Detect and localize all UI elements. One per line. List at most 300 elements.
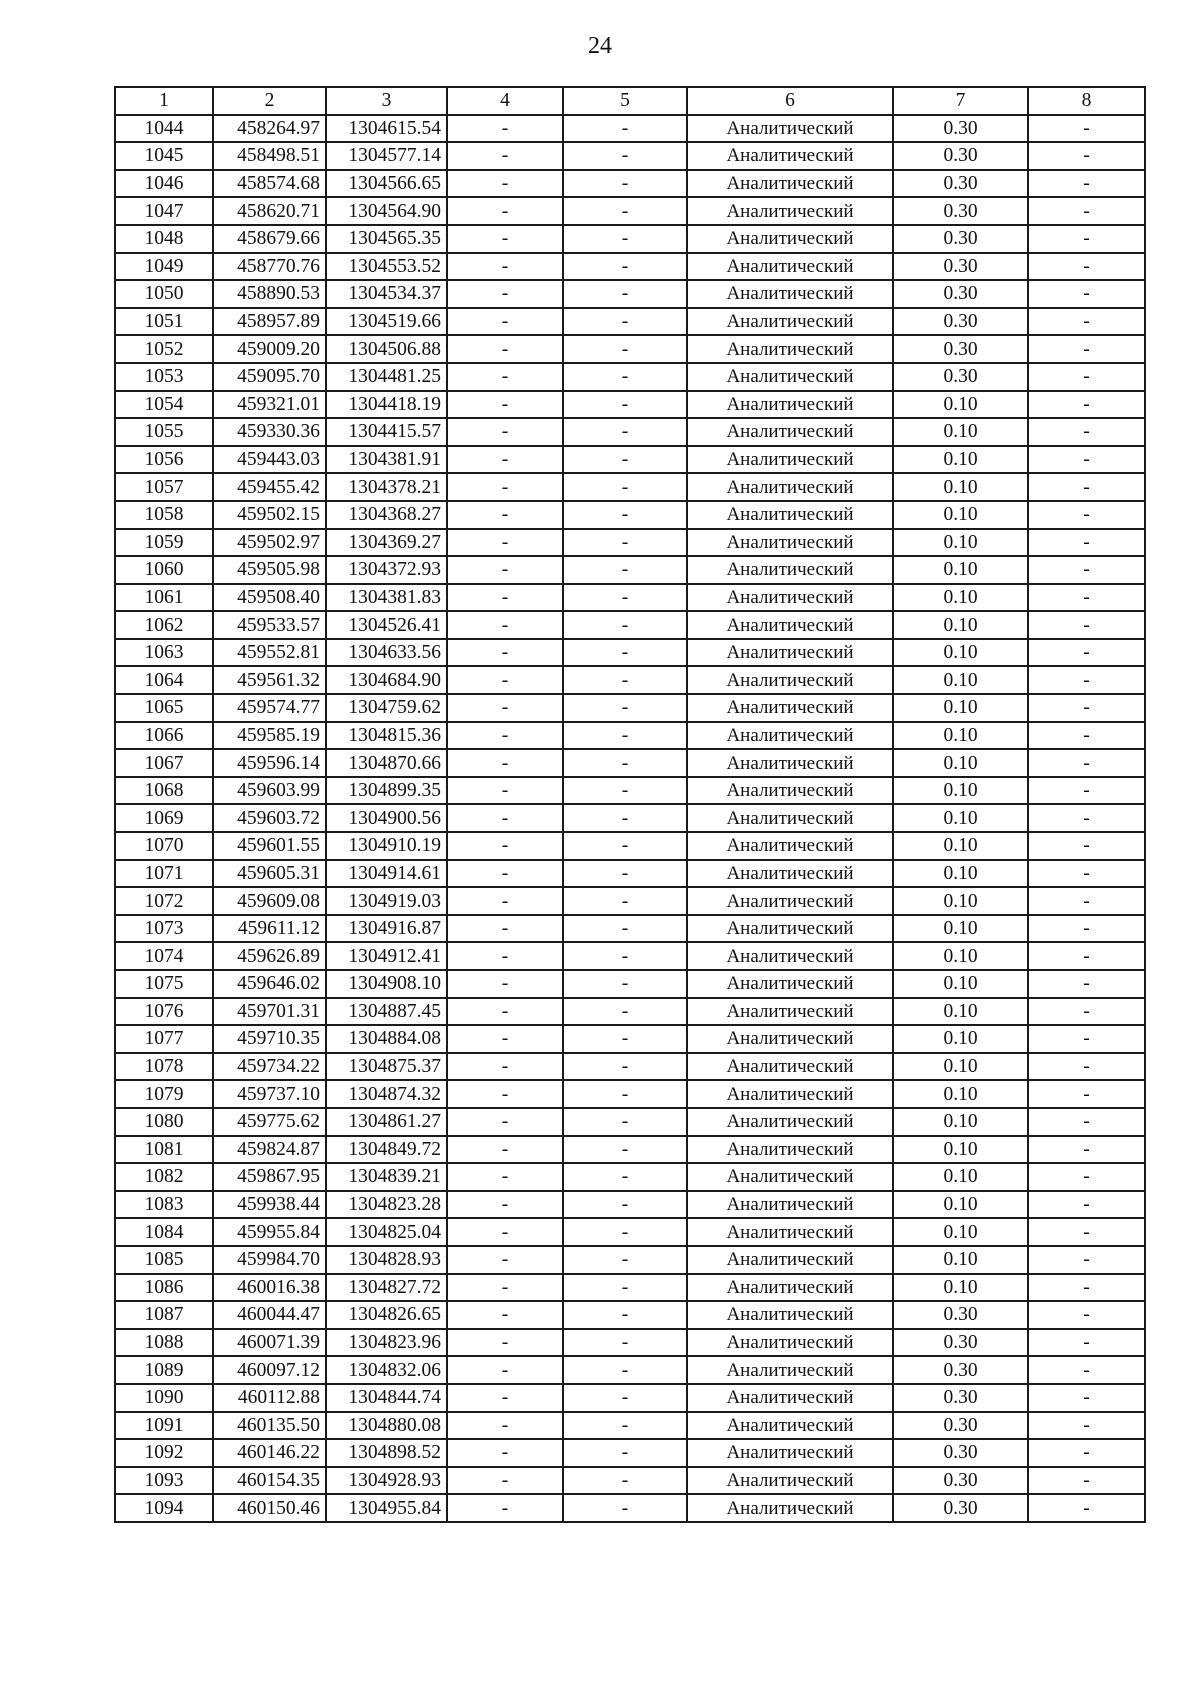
accuracy-cell: 0.10 [893,556,1028,584]
table-row [115,1329,1145,1357]
accuracy-cell: 0.10 [893,832,1028,860]
method-cell: Аналитический [687,887,893,915]
table-row [115,1136,1145,1164]
column-4-cell: - [447,1163,563,1191]
y-coordinate-cell: 1304827.72 [326,1274,447,1302]
column-4-cell: - [447,694,563,722]
table-row [115,1080,1145,1108]
column-5-cell: - [563,832,687,860]
column-4-cell: - [447,887,563,915]
y-coordinate-cell: 1304861.27 [326,1108,447,1136]
table-row [115,308,1145,336]
column-8-cell: - [1028,887,1145,915]
y-coordinate-cell: 1304368.27 [326,501,447,529]
y-coordinate-cell: 1304839.21 [326,1163,447,1191]
column-8-cell: - [1028,1191,1145,1219]
column-4-cell: - [447,666,563,694]
x-coordinate-cell: 459646.02 [213,970,326,998]
column-4-cell: - [447,970,563,998]
column-4-cell: - [447,363,563,391]
point-number-cell: 1081 [115,1136,213,1164]
y-coordinate-cell: 1304912.41 [326,942,447,970]
y-coordinate-cell: 1304566.65 [326,170,447,198]
method-cell: Аналитический [687,1136,893,1164]
y-coordinate-cell: 1304381.91 [326,446,447,474]
accuracy-cell: 0.10 [893,473,1028,501]
accuracy-cell: 0.10 [893,804,1028,832]
table-row [115,197,1145,225]
column-8-cell: - [1028,446,1145,474]
x-coordinate-cell: 459603.99 [213,777,326,805]
column-4-cell: - [447,584,563,612]
point-number-cell: 1046 [115,170,213,198]
column-4-cell: - [447,1412,563,1440]
point-number-cell: 1093 [115,1467,213,1495]
table-row [115,1412,1145,1440]
column-8-cell: - [1028,942,1145,970]
point-number-cell: 1067 [115,749,213,777]
table-row [115,142,1145,170]
column-8-cell: - [1028,170,1145,198]
method-cell: Аналитический [687,584,893,612]
table-row [115,860,1145,888]
method-cell: Аналитический [687,308,893,336]
x-coordinate-cell: 460044.47 [213,1301,326,1329]
accuracy-cell: 0.10 [893,1218,1028,1246]
column-4-cell: - [447,1191,563,1219]
accuracy-cell: 0.10 [893,887,1028,915]
method-cell: Аналитический [687,253,893,281]
x-coordinate-cell: 459596.14 [213,749,326,777]
x-coordinate-cell: 459734.22 [213,1053,326,1081]
column-header: 6 [687,87,893,115]
method-cell: Аналитический [687,225,893,253]
x-coordinate-cell: 459710.35 [213,1025,326,1053]
x-coordinate-cell: 459455.42 [213,473,326,501]
column-4-cell: - [447,1439,563,1467]
accuracy-cell: 0.10 [893,666,1028,694]
x-coordinate-cell: 459505.98 [213,556,326,584]
column-8-cell: - [1028,253,1145,281]
accuracy-cell: 0.30 [893,1384,1028,1412]
column-4-cell: - [447,1108,563,1136]
column-4-cell: - [447,391,563,419]
method-cell: Аналитический [687,280,893,308]
x-coordinate-cell: 458620.71 [213,197,326,225]
column-4-cell: - [447,556,563,584]
method-cell: Аналитический [687,501,893,529]
method-cell: Аналитический [687,777,893,805]
column-5-cell: - [563,1163,687,1191]
table-row [115,1439,1145,1467]
column-5-cell: - [563,280,687,308]
coordinates-table [114,86,1146,1523]
x-coordinate-cell: 459603.72 [213,804,326,832]
x-coordinate-cell: 459533.57 [213,611,326,639]
y-coordinate-cell: 1304887.45 [326,998,447,1026]
column-5-cell: - [563,804,687,832]
column-5-cell: - [563,1053,687,1081]
accuracy-cell: 0.30 [893,115,1028,143]
column-5-cell: - [563,225,687,253]
column-4-cell: - [447,529,563,557]
column-header: 7 [893,87,1028,115]
point-number-cell: 1083 [115,1191,213,1219]
method-cell: Аналитический [687,1246,893,1274]
y-coordinate-cell: 1304870.66 [326,749,447,777]
column-8-cell: - [1028,915,1145,943]
column-5-cell: - [563,1080,687,1108]
column-5-cell: - [563,529,687,557]
y-coordinate-cell: 1304378.21 [326,473,447,501]
point-number-cell: 1086 [115,1274,213,1302]
accuracy-cell: 0.10 [893,998,1028,1026]
column-8-cell: - [1028,142,1145,170]
x-coordinate-cell: 459502.97 [213,529,326,557]
method-cell: Аналитический [687,970,893,998]
method-cell: Аналитический [687,1467,893,1495]
column-5-cell: - [563,473,687,501]
column-5-cell: - [563,446,687,474]
y-coordinate-cell: 1304564.90 [326,197,447,225]
x-coordinate-cell: 458679.66 [213,225,326,253]
accuracy-cell: 0.10 [893,749,1028,777]
table-row [115,611,1145,639]
point-number-cell: 1064 [115,666,213,694]
column-8-cell: - [1028,556,1145,584]
y-coordinate-cell: 1304826.65 [326,1301,447,1329]
column-4-cell: - [447,170,563,198]
column-5-cell: - [563,694,687,722]
column-5-cell: - [563,970,687,998]
column-8-cell: - [1028,501,1145,529]
point-number-cell: 1079 [115,1080,213,1108]
x-coordinate-cell: 458770.76 [213,253,326,281]
point-number-cell: 1073 [115,915,213,943]
accuracy-cell: 0.10 [893,391,1028,419]
column-4-cell: - [447,197,563,225]
y-coordinate-cell: 1304899.35 [326,777,447,805]
y-coordinate-cell: 1304875.37 [326,1053,447,1081]
column-5-cell: - [563,639,687,667]
point-number-cell: 1045 [115,142,213,170]
column-4-cell: - [447,1218,563,1246]
column-5-cell: - [563,1494,687,1522]
point-number-cell: 1048 [115,225,213,253]
column-8-cell: - [1028,363,1145,391]
column-8-cell: - [1028,1246,1145,1274]
x-coordinate-cell: 460112.88 [213,1384,326,1412]
table-header-row [115,87,1145,115]
point-number-cell: 1054 [115,391,213,419]
accuracy-cell: 0.10 [893,722,1028,750]
point-number-cell: 1080 [115,1108,213,1136]
column-5-cell: - [563,1218,687,1246]
x-coordinate-cell: 458264.97 [213,115,326,143]
accuracy-cell: 0.10 [893,1163,1028,1191]
x-coordinate-cell: 459552.81 [213,639,326,667]
x-coordinate-cell: 459009.20 [213,335,326,363]
column-8-cell: - [1028,1329,1145,1357]
table-row [115,1246,1145,1274]
table-body [115,115,1145,1522]
point-number-cell: 1076 [115,998,213,1026]
y-coordinate-cell: 1304849.72 [326,1136,447,1164]
method-cell: Аналитический [687,529,893,557]
point-number-cell: 1072 [115,887,213,915]
table-row [115,1191,1145,1219]
column-4-cell: - [447,418,563,446]
column-header: 1 [115,87,213,115]
column-8-cell: - [1028,418,1145,446]
y-coordinate-cell: 1304874.32 [326,1080,447,1108]
accuracy-cell: 0.30 [893,225,1028,253]
table-row [115,170,1145,198]
column-8-cell: - [1028,666,1145,694]
table-row [115,970,1145,998]
table-row [115,942,1145,970]
table-row [115,335,1145,363]
column-4-cell: - [447,1053,563,1081]
y-coordinate-cell: 1304534.37 [326,280,447,308]
y-coordinate-cell: 1304825.04 [326,1218,447,1246]
column-8-cell: - [1028,694,1145,722]
column-header: 8 [1028,87,1145,115]
column-5-cell: - [563,1246,687,1274]
column-8-cell: - [1028,1218,1145,1246]
accuracy-cell: 0.30 [893,335,1028,363]
column-4-cell: - [447,1274,563,1302]
table-row [115,584,1145,612]
column-5-cell: - [563,197,687,225]
accuracy-cell: 0.10 [893,611,1028,639]
column-8-cell: - [1028,832,1145,860]
x-coordinate-cell: 460150.46 [213,1494,326,1522]
column-5-cell: - [563,418,687,446]
column-5-cell: - [563,556,687,584]
accuracy-cell: 0.30 [893,280,1028,308]
accuracy-cell: 0.30 [893,1301,1028,1329]
x-coordinate-cell: 459775.62 [213,1108,326,1136]
x-coordinate-cell: 459737.10 [213,1080,326,1108]
table-row [115,804,1145,832]
y-coordinate-cell: 1304553.52 [326,253,447,281]
column-8-cell: - [1028,335,1145,363]
table-row [115,887,1145,915]
column-8-cell: - [1028,1439,1145,1467]
y-coordinate-cell: 1304815.36 [326,722,447,750]
method-cell: Аналитический [687,1301,893,1329]
accuracy-cell: 0.10 [893,915,1028,943]
point-number-cell: 1074 [115,942,213,970]
point-number-cell: 1082 [115,1163,213,1191]
column-8-cell: - [1028,1108,1145,1136]
x-coordinate-cell: 459938.44 [213,1191,326,1219]
method-cell: Аналитический [687,1108,893,1136]
column-4-cell: - [447,998,563,1026]
method-cell: Аналитический [687,1080,893,1108]
accuracy-cell: 0.30 [893,1439,1028,1467]
y-coordinate-cell: 1304884.08 [326,1025,447,1053]
method-cell: Аналитический [687,556,893,584]
x-coordinate-cell: 459701.31 [213,998,326,1026]
point-number-cell: 1052 [115,335,213,363]
column-4-cell: - [447,1080,563,1108]
accuracy-cell: 0.10 [893,418,1028,446]
column-4-cell: - [447,722,563,750]
x-coordinate-cell: 459585.19 [213,722,326,750]
method-cell: Аналитический [687,1384,893,1412]
column-4-cell: - [447,942,563,970]
column-4-cell: - [447,1329,563,1357]
y-coordinate-cell: 1304577.14 [326,142,447,170]
column-5-cell: - [563,1439,687,1467]
y-coordinate-cell: 1304381.83 [326,584,447,612]
column-5-cell: - [563,115,687,143]
point-number-cell: 1071 [115,860,213,888]
method-cell: Аналитический [687,915,893,943]
table-row [115,418,1145,446]
point-number-cell: 1059 [115,529,213,557]
table-row [115,115,1145,143]
column-5-cell: - [563,501,687,529]
table-row [115,722,1145,750]
point-number-cell: 1069 [115,804,213,832]
column-5-cell: - [563,1384,687,1412]
table-row [115,225,1145,253]
table-row [115,694,1145,722]
point-number-cell: 1089 [115,1356,213,1384]
y-coordinate-cell: 1304823.96 [326,1329,447,1357]
table-row [115,501,1145,529]
column-5-cell: - [563,1412,687,1440]
column-5-cell: - [563,170,687,198]
point-number-cell: 1068 [115,777,213,805]
point-number-cell: 1050 [115,280,213,308]
point-number-cell: 1062 [115,611,213,639]
table-row [115,1384,1145,1412]
x-coordinate-cell: 459443.03 [213,446,326,474]
column-8-cell: - [1028,197,1145,225]
column-5-cell: - [563,1136,687,1164]
method-cell: Аналитический [687,363,893,391]
accuracy-cell: 0.10 [893,639,1028,667]
column-5-cell: - [563,611,687,639]
table-row [115,1053,1145,1081]
column-8-cell: - [1028,115,1145,143]
x-coordinate-cell: 459502.15 [213,501,326,529]
column-5-cell: - [563,335,687,363]
column-4-cell: - [447,1301,563,1329]
column-8-cell: - [1028,639,1145,667]
column-5-cell: - [563,1467,687,1495]
column-4-cell: - [447,1025,563,1053]
point-number-cell: 1051 [115,308,213,336]
method-cell: Аналитический [687,722,893,750]
accuracy-cell: 0.10 [893,1274,1028,1302]
column-8-cell: - [1028,1412,1145,1440]
table-row [115,666,1145,694]
column-8-cell: - [1028,611,1145,639]
column-4-cell: - [447,611,563,639]
column-4-cell: - [447,446,563,474]
table-row [115,749,1145,777]
table-row [115,1467,1145,1495]
column-4-cell: - [447,501,563,529]
method-cell: Аналитический [687,942,893,970]
table-row [115,556,1145,584]
table-row [115,529,1145,557]
accuracy-cell: 0.10 [893,777,1028,805]
method-cell: Аналитический [687,1439,893,1467]
column-8-cell: - [1028,308,1145,336]
column-5-cell: - [563,1274,687,1302]
y-coordinate-cell: 1304928.93 [326,1467,447,1495]
column-header: 4 [447,87,563,115]
table-row [115,832,1145,860]
y-coordinate-cell: 1304916.87 [326,915,447,943]
x-coordinate-cell: 460146.22 [213,1439,326,1467]
column-8-cell: - [1028,1025,1145,1053]
column-8-cell: - [1028,280,1145,308]
x-coordinate-cell: 459824.87 [213,1136,326,1164]
method-cell: Аналитический [687,170,893,198]
y-coordinate-cell: 1304880.08 [326,1412,447,1440]
method-cell: Аналитический [687,1494,893,1522]
column-5-cell: - [563,391,687,419]
method-cell: Аналитический [687,666,893,694]
point-number-cell: 1058 [115,501,213,529]
point-number-cell: 1060 [115,556,213,584]
x-coordinate-cell: 459955.84 [213,1218,326,1246]
method-cell: Аналитический [687,1163,893,1191]
column-4-cell: - [447,639,563,667]
y-coordinate-cell: 1304832.06 [326,1356,447,1384]
x-coordinate-cell: 458574.68 [213,170,326,198]
method-cell: Аналитический [687,611,893,639]
accuracy-cell: 0.10 [893,1136,1028,1164]
column-8-cell: - [1028,584,1145,612]
column-8-cell: - [1028,998,1145,1026]
column-5-cell: - [563,1108,687,1136]
accuracy-cell: 0.30 [893,363,1028,391]
column-8-cell: - [1028,529,1145,557]
table-row [115,1163,1145,1191]
x-coordinate-cell: 459984.70 [213,1246,326,1274]
method-cell: Аналитический [687,998,893,1026]
method-cell: Аналитический [687,446,893,474]
accuracy-cell: 0.30 [893,1412,1028,1440]
column-4-cell: - [447,915,563,943]
point-number-cell: 1078 [115,1053,213,1081]
column-8-cell: - [1028,1494,1145,1522]
method-cell: Аналитический [687,1412,893,1440]
table-row [115,1301,1145,1329]
point-number-cell: 1087 [115,1301,213,1329]
column-8-cell: - [1028,1356,1145,1384]
column-4-cell: - [447,280,563,308]
table-row [115,1356,1145,1384]
y-coordinate-cell: 1304914.61 [326,860,447,888]
column-8-cell: - [1028,391,1145,419]
column-4-cell: - [447,832,563,860]
column-4-cell: - [447,1467,563,1495]
column-5-cell: - [563,860,687,888]
table-row [115,998,1145,1026]
point-number-cell: 1053 [115,363,213,391]
y-coordinate-cell: 1304565.35 [326,225,447,253]
x-coordinate-cell: 459605.31 [213,860,326,888]
